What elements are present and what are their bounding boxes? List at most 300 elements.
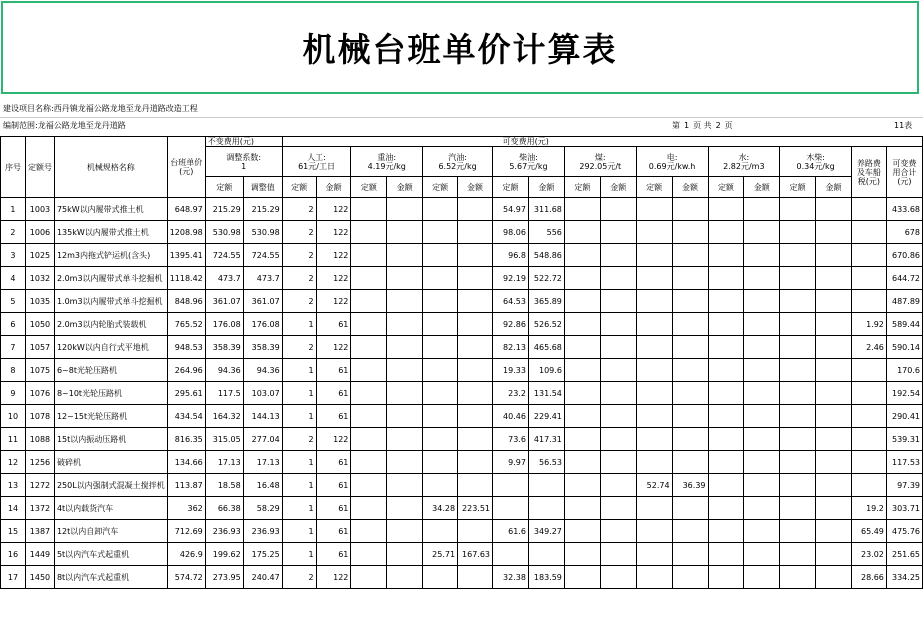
cell-unit-price[interactable]: 574.72	[167, 566, 205, 589]
cell-gasoline-quota[interactable]	[423, 336, 458, 359]
cell-coal-amount[interactable]	[600, 405, 636, 428]
cell-name[interactable]: 250L以内强制式混凝土搅拌机	[54, 474, 167, 497]
cell-unit-price[interactable]: 426.9	[167, 543, 205, 566]
cell-power-amount[interactable]	[672, 543, 708, 566]
cell-variable-total[interactable]: 170.6	[886, 359, 922, 382]
cell-water-amount[interactable]	[744, 566, 780, 589]
cell-fixed-quota[interactable]: 66.38	[205, 497, 243, 520]
cell-power-amount[interactable]	[672, 267, 708, 290]
cell-labor-amount[interactable]: 61	[316, 520, 351, 543]
cell-heavy-oil-quota[interactable]	[351, 290, 387, 313]
cell-name[interactable]: 5t以内汽车式起重机	[54, 543, 167, 566]
cell-wood-amount[interactable]	[816, 359, 852, 382]
cell-fixed-adjusted[interactable]: 530.98	[243, 221, 282, 244]
cell-gasoline-amount[interactable]	[458, 359, 493, 382]
cell-tax[interactable]	[851, 382, 886, 405]
cell-gasoline-quota[interactable]	[423, 267, 458, 290]
cell-diesel-quota[interactable]: 54.97	[493, 198, 529, 221]
table-row[interactable]	[1, 520, 923, 543]
cell-unit-price[interactable]: 848.96	[167, 290, 205, 313]
cell-fixed-quota[interactable]: 164.32	[205, 405, 243, 428]
cell-gasoline-quota[interactable]: 25.71	[423, 543, 458, 566]
cell-diesel-amount[interactable]: 311.68	[528, 198, 564, 221]
cell-seq[interactable]: 8	[1, 359, 26, 382]
cell-coal-amount[interactable]	[600, 244, 636, 267]
cell-diesel-quota[interactable]: 19.33	[493, 359, 529, 382]
cell-coal-amount[interactable]	[600, 313, 636, 336]
cell-code[interactable]: 1272	[25, 474, 54, 497]
cell-unit-price[interactable]: 648.97	[167, 198, 205, 221]
cell-water-amount[interactable]	[744, 497, 780, 520]
cell-fixed-quota[interactable]: 273.95	[205, 566, 243, 589]
cell-fixed-quota[interactable]: 176.08	[205, 313, 243, 336]
cell-diesel-quota[interactable]: 98.06	[493, 221, 529, 244]
cell-wood-quota[interactable]	[780, 451, 816, 474]
cell-fixed-quota[interactable]: 215.29	[205, 198, 243, 221]
cell-gasoline-quota[interactable]	[423, 451, 458, 474]
table-row[interactable]	[1, 359, 923, 382]
cell-heavy-oil-quota[interactable]	[351, 520, 387, 543]
cell-variable-total[interactable]: 590.14	[886, 336, 922, 359]
cell-labor-amount[interactable]: 61	[316, 474, 351, 497]
cell-wood-amount[interactable]	[816, 474, 852, 497]
table-row[interactable]	[1, 543, 923, 566]
cell-unit-price[interactable]: 1395.41	[167, 244, 205, 267]
cell-seq[interactable]: 11	[1, 428, 26, 451]
cell-gasoline-amount[interactable]	[458, 566, 493, 589]
table-row[interactable]	[1, 290, 923, 313]
cell-code[interactable]: 1372	[25, 497, 54, 520]
cell-power-quota[interactable]	[636, 313, 672, 336]
cell-coal-quota[interactable]	[564, 198, 600, 221]
cell-seq[interactable]: 2	[1, 221, 26, 244]
cell-gasoline-amount[interactable]	[458, 267, 493, 290]
cell-power-amount[interactable]	[672, 405, 708, 428]
cell-variable-total[interactable]: 334.25	[886, 566, 922, 589]
cell-coal-amount[interactable]	[600, 359, 636, 382]
cell-water-amount[interactable]	[744, 198, 780, 221]
cell-variable-total[interactable]: 303.71	[886, 497, 922, 520]
cell-gasoline-quota[interactable]	[423, 428, 458, 451]
cell-seq[interactable]: 13	[1, 474, 26, 497]
cell-power-quota[interactable]	[636, 451, 672, 474]
cell-coal-amount[interactable]	[600, 520, 636, 543]
cell-water-amount[interactable]	[744, 543, 780, 566]
cell-wood-quota[interactable]	[780, 313, 816, 336]
cell-heavy-oil-quota[interactable]	[351, 359, 387, 382]
cell-fixed-quota[interactable]: 117.5	[205, 382, 243, 405]
cell-heavy-oil-amount[interactable]	[387, 336, 423, 359]
cell-name[interactable]: 破碎机	[54, 451, 167, 474]
cell-seq[interactable]: 5	[1, 290, 26, 313]
cell-diesel-amount[interactable]: 465.68	[528, 336, 564, 359]
cell-tax[interactable]	[851, 474, 886, 497]
cell-water-quota[interactable]	[708, 428, 744, 451]
cell-diesel-amount[interactable]: 131.54	[528, 382, 564, 405]
cell-code[interactable]: 1078	[25, 405, 54, 428]
cell-unit-price[interactable]: 948.53	[167, 336, 205, 359]
cell-variable-total[interactable]: 117.53	[886, 451, 922, 474]
cell-seq[interactable]: 16	[1, 543, 26, 566]
cell-gasoline-amount[interactable]	[458, 382, 493, 405]
cell-water-quota[interactable]	[708, 244, 744, 267]
title-banner[interactable]	[1, 1, 919, 94]
cell-power-amount[interactable]	[672, 497, 708, 520]
cell-fixed-adjusted[interactable]: 16.48	[243, 474, 282, 497]
cell-wood-amount[interactable]	[816, 198, 852, 221]
cell-power-quota[interactable]	[636, 543, 672, 566]
cell-fixed-quota[interactable]: 94.36	[205, 359, 243, 382]
cell-tax[interactable]: 1.92	[851, 313, 886, 336]
cell-heavy-oil-amount[interactable]	[387, 244, 423, 267]
cell-coal-quota[interactable]	[564, 359, 600, 382]
cell-labor-amount[interactable]: 61	[316, 382, 351, 405]
cell-variable-total[interactable]: 670.86	[886, 244, 922, 267]
cell-seq[interactable]: 7	[1, 336, 26, 359]
cell-power-amount[interactable]	[672, 428, 708, 451]
cell-heavy-oil-amount[interactable]	[387, 359, 423, 382]
cell-fixed-adjusted[interactable]: 176.08	[243, 313, 282, 336]
cell-gasoline-quota[interactable]	[423, 359, 458, 382]
cell-coal-amount[interactable]	[600, 566, 636, 589]
cell-labor-quota[interactable]: 1	[282, 520, 316, 543]
cell-code[interactable]: 1003	[25, 198, 54, 221]
cell-water-quota[interactable]	[708, 520, 744, 543]
cell-diesel-amount[interactable]: 556	[528, 221, 564, 244]
table-row[interactable]	[1, 382, 923, 405]
cell-code[interactable]: 1076	[25, 382, 54, 405]
cell-diesel-amount[interactable]: 365.89	[528, 290, 564, 313]
cell-diesel-amount[interactable]	[528, 474, 564, 497]
cell-water-amount[interactable]	[744, 290, 780, 313]
cell-heavy-oil-amount[interactable]	[387, 405, 423, 428]
table-row[interactable]	[1, 244, 923, 267]
cell-code[interactable]: 1450	[25, 566, 54, 589]
cell-variable-total[interactable]: 487.89	[886, 290, 922, 313]
cell-fixed-adjusted[interactable]: 361.07	[243, 290, 282, 313]
cell-tax[interactable]	[851, 267, 886, 290]
cell-name[interactable]: 12~15t光轮压路机	[54, 405, 167, 428]
cell-gasoline-amount[interactable]	[458, 336, 493, 359]
cell-labor-amount[interactable]: 61	[316, 543, 351, 566]
cell-name[interactable]: 12t以内自卸汽车	[54, 520, 167, 543]
cell-tax[interactable]: 2.46	[851, 336, 886, 359]
cell-fixed-adjusted[interactable]: 58.29	[243, 497, 282, 520]
cell-variable-total[interactable]: 97.39	[886, 474, 922, 497]
cell-power-quota[interactable]	[636, 244, 672, 267]
cell-coal-amount[interactable]	[600, 474, 636, 497]
cell-water-quota[interactable]	[708, 267, 744, 290]
cell-gasoline-quota[interactable]	[423, 566, 458, 589]
cell-code[interactable]: 1449	[25, 543, 54, 566]
cell-tax[interactable]: 19.2	[851, 497, 886, 520]
cell-power-amount[interactable]	[672, 359, 708, 382]
cell-diesel-amount[interactable]: 522.72	[528, 267, 564, 290]
cell-gasoline-amount[interactable]	[458, 474, 493, 497]
cell-unit-price[interactable]: 434.54	[167, 405, 205, 428]
cell-water-quota[interactable]	[708, 336, 744, 359]
cell-heavy-oil-amount[interactable]	[387, 267, 423, 290]
cell-coal-quota[interactable]	[564, 566, 600, 589]
cell-labor-quota[interactable]: 2	[282, 244, 316, 267]
cell-labor-amount[interactable]: 122	[316, 198, 351, 221]
cell-labor-amount[interactable]: 61	[316, 497, 351, 520]
cell-power-quota[interactable]: 52.74	[636, 474, 672, 497]
table-row[interactable]	[1, 336, 923, 359]
cell-diesel-amount[interactable]: 56.53	[528, 451, 564, 474]
cell-fixed-quota[interactable]: 17.13	[205, 451, 243, 474]
cell-labor-amount[interactable]: 61	[316, 359, 351, 382]
cell-wood-quota[interactable]	[780, 543, 816, 566]
cell-water-quota[interactable]	[708, 451, 744, 474]
table-row[interactable]	[1, 428, 923, 451]
cell-water-amount[interactable]	[744, 244, 780, 267]
cell-power-amount[interactable]	[672, 313, 708, 336]
cell-name[interactable]: 2.0m3以内轮胎式装载机	[54, 313, 167, 336]
cell-seq[interactable]: 12	[1, 451, 26, 474]
cell-heavy-oil-quota[interactable]	[351, 451, 387, 474]
cell-coal-quota[interactable]	[564, 543, 600, 566]
cell-coal-quota[interactable]	[564, 382, 600, 405]
cell-power-quota[interactable]	[636, 382, 672, 405]
cell-unit-price[interactable]: 816.35	[167, 428, 205, 451]
cell-variable-total[interactable]: 678	[886, 221, 922, 244]
cell-diesel-quota[interactable]: 92.86	[493, 313, 529, 336]
cell-wood-amount[interactable]	[816, 497, 852, 520]
cell-labor-quota[interactable]: 2	[282, 336, 316, 359]
cell-water-amount[interactable]	[744, 428, 780, 451]
cell-water-amount[interactable]	[744, 313, 780, 336]
table-row[interactable]	[1, 313, 923, 336]
cell-gasoline-quota[interactable]: 34.28	[423, 497, 458, 520]
cell-seq[interactable]: 6	[1, 313, 26, 336]
cell-tax[interactable]: 28.66	[851, 566, 886, 589]
cell-seq[interactable]: 4	[1, 267, 26, 290]
cell-wood-amount[interactable]	[816, 221, 852, 244]
cell-fixed-adjusted[interactable]: 17.13	[243, 451, 282, 474]
cell-power-quota[interactable]	[636, 405, 672, 428]
cell-coal-amount[interactable]	[600, 267, 636, 290]
cell-coal-amount[interactable]	[600, 382, 636, 405]
table-row[interactable]	[1, 405, 923, 428]
cell-wood-amount[interactable]	[816, 290, 852, 313]
cell-wood-quota[interactable]	[780, 198, 816, 221]
cell-variable-total[interactable]: 290.41	[886, 405, 922, 428]
cell-code[interactable]: 1256	[25, 451, 54, 474]
cell-water-amount[interactable]	[744, 405, 780, 428]
cell-variable-total[interactable]: 475.76	[886, 520, 922, 543]
cell-wood-amount[interactable]	[816, 520, 852, 543]
cell-heavy-oil-quota[interactable]	[351, 221, 387, 244]
cell-coal-amount[interactable]	[600, 221, 636, 244]
cell-diesel-amount[interactable]: 109.6	[528, 359, 564, 382]
cell-gasoline-quota[interactable]	[423, 290, 458, 313]
cell-seq[interactable]: 10	[1, 405, 26, 428]
cell-coal-quota[interactable]	[564, 451, 600, 474]
cell-coal-quota[interactable]	[564, 244, 600, 267]
cell-fixed-quota[interactable]: 530.98	[205, 221, 243, 244]
cell-power-amount[interactable]	[672, 451, 708, 474]
cell-coal-quota[interactable]	[564, 520, 600, 543]
cell-coal-amount[interactable]	[600, 451, 636, 474]
cell-variable-total[interactable]: 192.54	[886, 382, 922, 405]
cell-wood-amount[interactable]	[816, 382, 852, 405]
cell-labor-quota[interactable]: 1	[282, 359, 316, 382]
cell-labor-quota[interactable]: 2	[282, 221, 316, 244]
cell-labor-amount[interactable]: 122	[316, 566, 351, 589]
cell-wood-quota[interactable]	[780, 382, 816, 405]
cell-unit-price[interactable]: 712.69	[167, 520, 205, 543]
cell-code[interactable]: 1387	[25, 520, 54, 543]
cell-coal-quota[interactable]	[564, 313, 600, 336]
cell-variable-total[interactable]: 589.44	[886, 313, 922, 336]
cell-labor-quota[interactable]: 1	[282, 313, 316, 336]
cell-gasoline-amount[interactable]: 223.51	[458, 497, 493, 520]
cell-code[interactable]: 1032	[25, 267, 54, 290]
cell-heavy-oil-quota[interactable]	[351, 497, 387, 520]
cell-variable-total[interactable]: 539.31	[886, 428, 922, 451]
cell-labor-amount[interactable]: 122	[316, 336, 351, 359]
cell-heavy-oil-quota[interactable]	[351, 474, 387, 497]
cell-diesel-amount[interactable]	[528, 543, 564, 566]
cell-heavy-oil-amount[interactable]	[387, 290, 423, 313]
cell-fixed-adjusted[interactable]: 103.07	[243, 382, 282, 405]
cell-variable-total[interactable]: 251.65	[886, 543, 922, 566]
cell-code[interactable]: 1075	[25, 359, 54, 382]
cell-gasoline-quota[interactable]	[423, 198, 458, 221]
cell-labor-amount[interactable]: 122	[316, 221, 351, 244]
cell-diesel-quota[interactable]	[493, 543, 529, 566]
cell-labor-amount[interactable]: 61	[316, 313, 351, 336]
cell-tax[interactable]	[851, 290, 886, 313]
cell-water-amount[interactable]	[744, 221, 780, 244]
cell-power-amount[interactable]	[672, 336, 708, 359]
cell-heavy-oil-amount[interactable]	[387, 474, 423, 497]
cell-heavy-oil-quota[interactable]	[351, 336, 387, 359]
cell-fixed-quota[interactable]: 199.62	[205, 543, 243, 566]
cell-seq[interactable]: 17	[1, 566, 26, 589]
cell-name[interactable]: 8t以内汽车式起重机	[54, 566, 167, 589]
cell-water-quota[interactable]	[708, 497, 744, 520]
cell-coal-amount[interactable]	[600, 428, 636, 451]
cell-heavy-oil-amount[interactable]	[387, 382, 423, 405]
cell-heavy-oil-quota[interactable]	[351, 382, 387, 405]
cell-heavy-oil-quota[interactable]	[351, 313, 387, 336]
cell-tax[interactable]	[851, 198, 886, 221]
cell-seq[interactable]: 9	[1, 382, 26, 405]
cell-diesel-quota[interactable]: 96.8	[493, 244, 529, 267]
cell-fixed-adjusted[interactable]: 144.13	[243, 405, 282, 428]
cell-heavy-oil-amount[interactable]	[387, 451, 423, 474]
cell-water-quota[interactable]	[708, 290, 744, 313]
cell-fixed-quota[interactable]: 473.7	[205, 267, 243, 290]
cell-heavy-oil-quota[interactable]	[351, 543, 387, 566]
cell-fixed-quota[interactable]: 236.93	[205, 520, 243, 543]
cell-wood-amount[interactable]	[816, 451, 852, 474]
cell-diesel-amount[interactable]: 548.86	[528, 244, 564, 267]
cell-wood-quota[interactable]	[780, 359, 816, 382]
cell-gasoline-amount[interactable]	[458, 221, 493, 244]
cell-name[interactable]: 120kW以内自行式平地机	[54, 336, 167, 359]
cell-heavy-oil-amount[interactable]	[387, 428, 423, 451]
cell-gasoline-amount[interactable]: 167.63	[458, 543, 493, 566]
cell-power-quota[interactable]	[636, 290, 672, 313]
cell-diesel-amount[interactable]: 526.52	[528, 313, 564, 336]
cell-water-amount[interactable]	[744, 382, 780, 405]
cell-power-amount[interactable]	[672, 290, 708, 313]
cell-coal-quota[interactable]	[564, 221, 600, 244]
cell-water-quota[interactable]	[708, 313, 744, 336]
cell-power-amount[interactable]	[672, 382, 708, 405]
cell-fixed-adjusted[interactable]: 358.39	[243, 336, 282, 359]
cell-coal-amount[interactable]	[600, 497, 636, 520]
cell-diesel-quota[interactable]: 9.97	[493, 451, 529, 474]
cell-heavy-oil-quota[interactable]	[351, 405, 387, 428]
cell-heavy-oil-amount[interactable]	[387, 543, 423, 566]
cell-gasoline-amount[interactable]	[458, 198, 493, 221]
cell-fixed-adjusted[interactable]: 473.7	[243, 267, 282, 290]
cell-seq[interactable]: 3	[1, 244, 26, 267]
cell-water-quota[interactable]	[708, 221, 744, 244]
cell-tax[interactable]	[851, 405, 886, 428]
cell-name[interactable]: 8~10t光轮压路机	[54, 382, 167, 405]
cell-coal-amount[interactable]	[600, 198, 636, 221]
cell-water-quota[interactable]	[708, 566, 744, 589]
cell-labor-quota[interactable]: 1	[282, 382, 316, 405]
cell-code[interactable]: 1088	[25, 428, 54, 451]
cell-power-quota[interactable]	[636, 221, 672, 244]
cell-gasoline-quota[interactable]	[423, 474, 458, 497]
cell-tax[interactable]	[851, 451, 886, 474]
cell-gasoline-quota[interactable]	[423, 405, 458, 428]
cell-wood-quota[interactable]	[780, 244, 816, 267]
cell-tax[interactable]: 23.02	[851, 543, 886, 566]
cell-labor-amount[interactable]: 61	[316, 405, 351, 428]
cell-power-quota[interactable]	[636, 428, 672, 451]
cell-gasoline-amount[interactable]	[458, 451, 493, 474]
cell-fixed-quota[interactable]: 361.07	[205, 290, 243, 313]
cell-tax[interactable]	[851, 221, 886, 244]
cell-code[interactable]: 1050	[25, 313, 54, 336]
cell-heavy-oil-quota[interactable]	[351, 244, 387, 267]
cell-variable-total[interactable]: 644.72	[886, 267, 922, 290]
cell-power-amount[interactable]	[672, 566, 708, 589]
cell-wood-quota[interactable]	[780, 497, 816, 520]
cell-labor-quota[interactable]: 1	[282, 497, 316, 520]
cell-wood-quota[interactable]	[780, 267, 816, 290]
cell-wood-amount[interactable]	[816, 543, 852, 566]
cell-power-quota[interactable]	[636, 520, 672, 543]
cell-water-amount[interactable]	[744, 520, 780, 543]
cell-gasoline-amount[interactable]	[458, 244, 493, 267]
cell-labor-quota[interactable]: 1	[282, 451, 316, 474]
cell-water-amount[interactable]	[744, 359, 780, 382]
cell-heavy-oil-amount[interactable]	[387, 198, 423, 221]
cell-labor-amount[interactable]: 122	[316, 290, 351, 313]
cell-seq[interactable]: 15	[1, 520, 26, 543]
cell-name[interactable]: 2.0m3以内履带式单斗挖掘机	[54, 267, 167, 290]
cell-coal-quota[interactable]	[564, 336, 600, 359]
cell-name[interactable]: 15t以内振动压路机	[54, 428, 167, 451]
cell-unit-price[interactable]: 362	[167, 497, 205, 520]
cell-coal-amount[interactable]	[600, 290, 636, 313]
cell-heavy-oil-amount[interactable]	[387, 313, 423, 336]
cell-labor-quota[interactable]: 2	[282, 198, 316, 221]
cell-heavy-oil-quota[interactable]	[351, 428, 387, 451]
cell-labor-quota[interactable]: 2	[282, 428, 316, 451]
cell-labor-quota[interactable]: 2	[282, 290, 316, 313]
cell-coal-quota[interactable]	[564, 405, 600, 428]
